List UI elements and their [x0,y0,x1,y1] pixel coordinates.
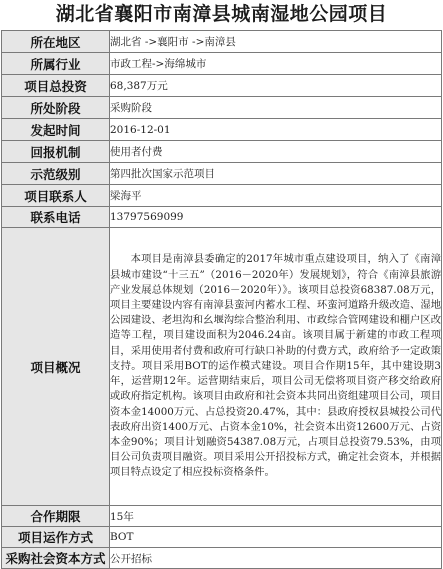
row-value: 使用者付费 [110,141,442,163]
row-value: 68,387万元 [110,75,442,97]
row-label: 合作期限 [2,506,110,527]
row-label: 示范级别 [2,163,110,185]
project-info-table [1,30,442,569]
row-label: 项目运作方式 [2,527,110,548]
row-label: 项目联系人 [2,185,110,207]
row-value: 第四批次国家示范项目 [110,163,442,185]
row-value: 采购阶段 [110,97,442,119]
row-value: 湖北省 ->襄阳市 ->南漳县 [110,31,442,53]
row-value: 2016-12-01 [110,119,442,141]
row-value: 公开招标 [110,548,442,569]
row-label: 采购社会资本方式 [2,548,110,569]
project-overview-text: 本项目是南漳县委确定的2017年城市重点建设项目，纳入了《南漳县城市建设“十三五”（2016－2020年）发展规划》，符合《南漳县旅游产业发展总体规划（2016－2020年）》。该项目总投资68387.08万元，项目主要建设内容有南漳县蛮河内蓄水工程、环蛮河道路升级改造、湿地公园建设、老坦沟和幺堰沟综合整治利用、市政综合管网建设和棚户区改造等工程，项目建设面积为2046.24亩。该项目属于新建的市政工程项目，采用使用者付费和政府可行缺口补助的付费方式，政府给予一定政策支持。项目采用BOT的运作模式建设。项目合作期15年，其中建设期3年，运营期12年。运营期结束后，项目公司无偿将项目资产移交给政府或政府指定机构。该项目由政府和社会资本共同出资组建项目公司，项目资本金14000万元、占总投资20.47%，其中：县政府授权县城投公司代表政府出资1400万元、占资本金10%，社会资本出资12600万元、占资本金90%；项目计划融资54387.08万元，占项目总投资79.53%，由项目公司负责项目融资。项目采用公开招投标方式，确定社会资本，并根据项目特点设定了相应投标资格条件。 [110,228,442,506]
row-value: BOT [110,527,442,548]
table-row [2,527,442,548]
row-value: 梁海平 [110,185,442,207]
row-label: 发起时间 [2,119,110,141]
table-row [2,185,442,207]
row-label: 回报机制 [2,141,110,163]
row-value: 13797569099 [110,207,442,228]
table-row [2,75,442,97]
table-row [2,228,442,506]
table-row [2,141,442,163]
row-label: 所属行业 [2,53,110,75]
table-row [2,97,442,119]
table-row [2,119,442,141]
table-row [2,207,442,228]
row-label: 联系电话 [2,207,110,228]
row-label: 项目总投资 [2,75,110,97]
row-label: 所在地区 [2,31,110,53]
table-row [2,31,442,53]
table-row [2,53,442,75]
page-title: 湖北省襄阳市南漳县城南湿地公园项目 [55,3,388,25]
row-label: 项目概况 [2,228,110,506]
table-row [2,163,442,185]
table-row [2,506,442,527]
table-row [2,548,442,569]
row-label: 所处阶段 [2,97,110,119]
row-value: 15年 [110,506,442,527]
row-value: 市政工程->海绵城市 [110,53,442,75]
